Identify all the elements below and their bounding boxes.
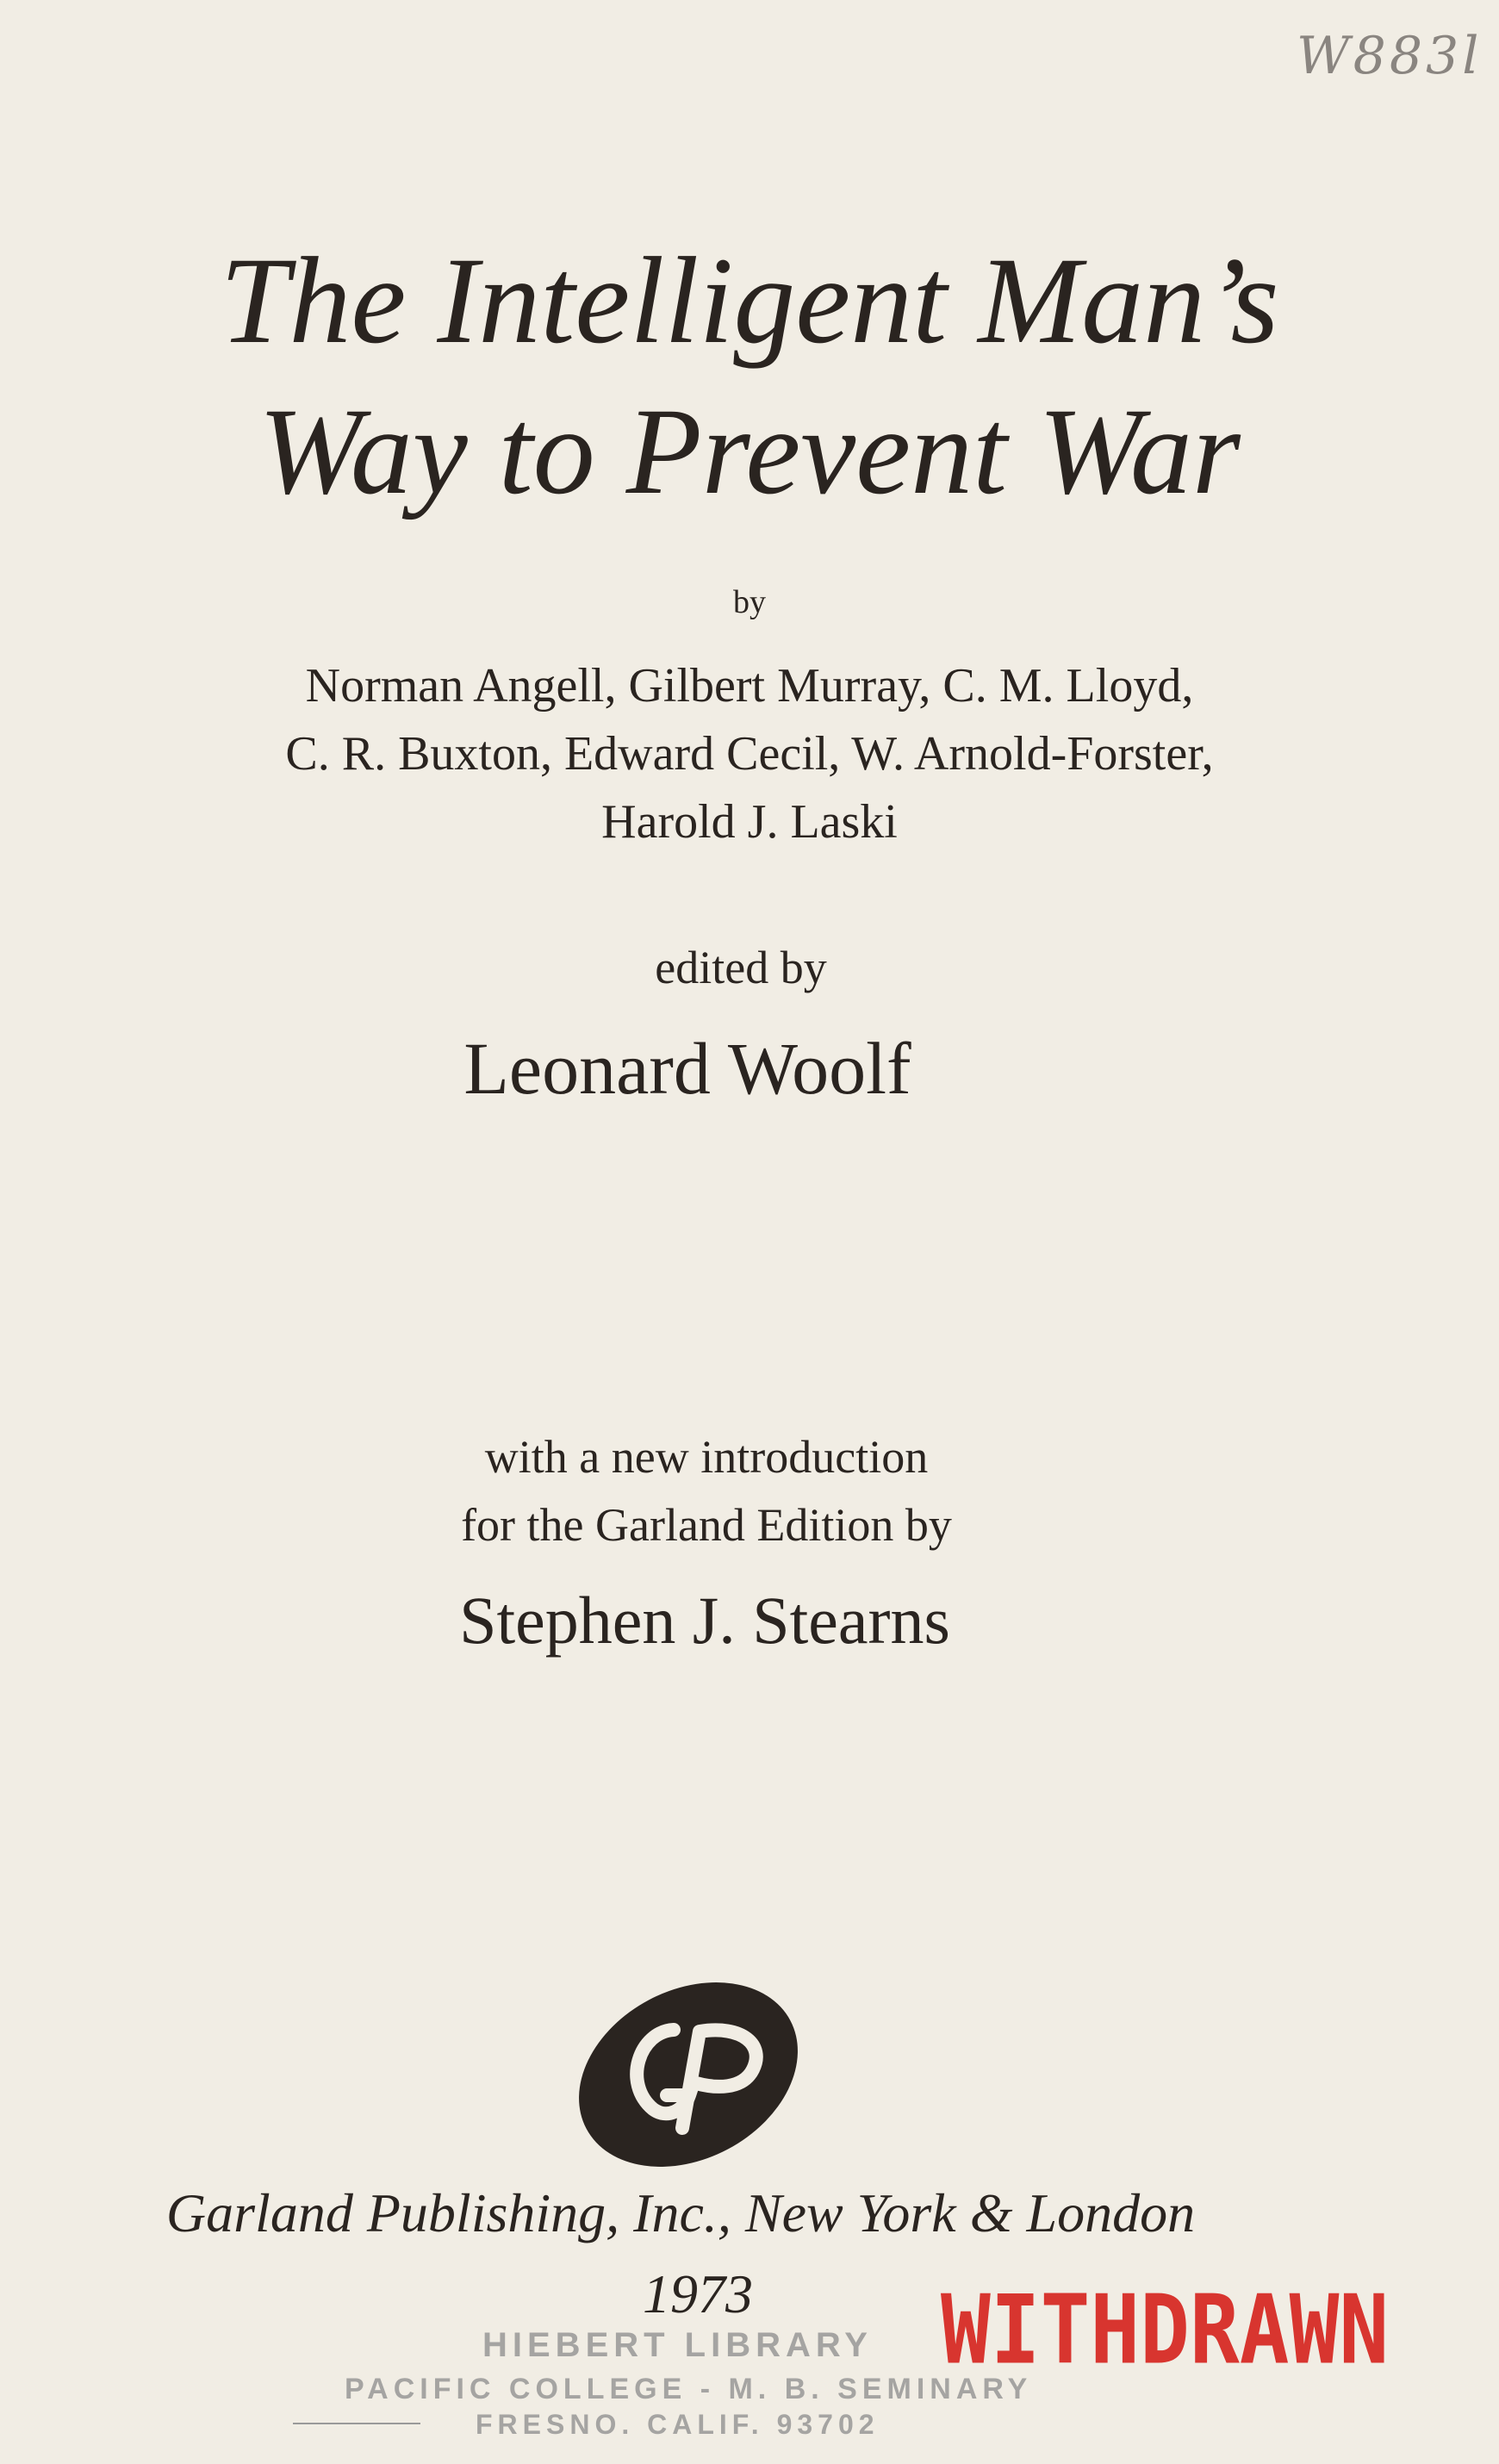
introduction-line-1: with a new introduction (484, 1431, 929, 1483)
introduction-author: Stephen J. Stearns (459, 1583, 950, 1658)
edited-by-label: edited by (655, 942, 827, 993)
introduction-line-2: for the Garland Edition by (461, 1499, 952, 1551)
authors-line-2: C. R. Buxton, Edward Cecil, W. Arnold-Forster, (285, 727, 1214, 781)
title-line-1: The Intelligent Man’s (220, 233, 1279, 370)
library-stamp-line-1: HIEBERT LIBRARY (482, 2326, 873, 2364)
garland-gp-logo-icon (570, 1980, 806, 2169)
editor-name: Leonard Woolf (463, 1027, 911, 1110)
call-number: W883l (1297, 26, 1483, 86)
withdrawn-stamp: WITHDRAWN (941, 2274, 1390, 2386)
stamp-divider (293, 2423, 420, 2424)
introduction-note (0, 1423, 1456, 1559)
by-label: by (733, 584, 766, 620)
authors-line-3: Harold J. Laski (601, 795, 898, 849)
authors (0, 652, 1499, 856)
book-title (0, 226, 1499, 527)
title-line-2: Way to Prevent War (258, 383, 1241, 520)
library-stamp-line-2: PACIFIC COLLEGE - M. B. SEMINARY (345, 2373, 1033, 2405)
publication-year: 1973 (643, 2263, 753, 2324)
authors-line-1: Norman Angell, Gilbert Murray, C. M. Lloyd, (305, 659, 1194, 712)
library-stamp-line-3: FRESNO. CALIF. 93702 (476, 2409, 880, 2440)
publisher-name: Garland Publishing, Inc., New York & London (165, 2182, 1196, 2243)
